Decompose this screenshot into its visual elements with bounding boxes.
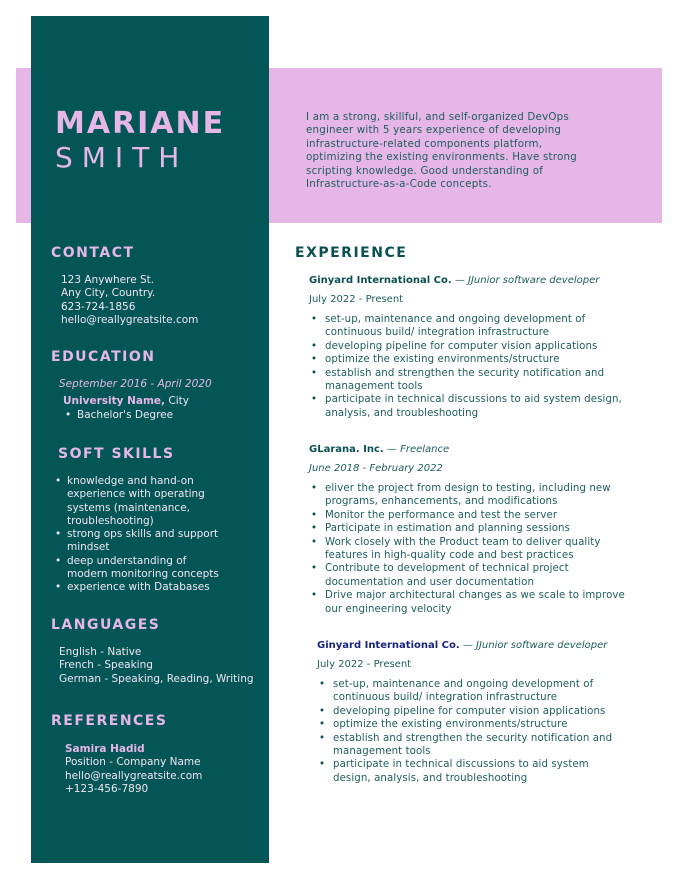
job-company: Ginyard International Co.: [309, 275, 452, 286]
education-degree: • Bachelor's Degree: [63, 409, 259, 422]
experience-entry: [317, 640, 627, 785]
language-item: French - Speaking: [59, 659, 153, 672]
education-city: City: [165, 395, 189, 408]
soft-skills-list: [53, 475, 223, 595]
job-bullets: [317, 678, 627, 785]
job-role: JJunior software developer: [476, 640, 608, 651]
job-bullets: [309, 313, 629, 420]
job-dates: July 2022 - Present: [317, 659, 412, 670]
soft-skill-item: • deep understanding of modern monitoring concepts: [53, 555, 223, 582]
job-bullet: • developing pipeline for computer vision applications: [317, 705, 627, 718]
job-company: GLarana. Inc.: [309, 444, 384, 455]
job-bullet: • Participate in estimation and planning sessions: [309, 522, 629, 535]
job-dates: July 2022 - Present: [309, 294, 404, 305]
job-bullet: • Drive major architectural changes as we scale to improve our engineering velocity: [309, 589, 629, 616]
job-title-line: [309, 275, 629, 286]
soft-skill-item: • experience with Databases: [53, 581, 223, 594]
soft-skill-item: • knowledge and hand-on experience with operating systems (maintenance, troubleshooting): [53, 475, 223, 528]
reference-details: [65, 743, 202, 796]
job-bullet: • developing pipeline for computer vision applications: [309, 340, 629, 353]
contact-heading: CONTACT: [51, 245, 135, 261]
contact-email: hello@reallygreatsite.com: [61, 313, 199, 326]
job-title-line: [317, 640, 627, 651]
job-bullet: • participate in technical discussions to aid system design, analysis, and troubleshooting: [309, 393, 629, 420]
experience-entry: [309, 444, 629, 616]
job-bullet: • set-up, maintenance and ongoing development of continuous build/ integration infrastructure: [317, 678, 627, 705]
job-company: Ginyard International Co.: [317, 640, 460, 651]
job-bullet: • participate in technical discussions to aid system design, analysis, and troubleshooting: [317, 758, 627, 785]
reference-email: hello@reallygreatsite.com: [65, 769, 203, 782]
last-name: SMITH: [55, 141, 189, 174]
languages-heading: LANGUAGES: [51, 617, 161, 633]
languages-list: [59, 646, 264, 686]
job-separator: —: [459, 640, 477, 651]
job-separator: —: [451, 275, 469, 286]
education-school-line: [59, 395, 259, 408]
education-details: [59, 378, 259, 422]
job-bullets: [309, 482, 629, 616]
soft-skills-heading: SOFT SKILLS: [58, 446, 175, 462]
job-bullet: • Monitor the performance and test the server: [309, 509, 629, 522]
job-bullet: • optimize the existing environments/structure: [309, 353, 629, 366]
job-role: JJunior software developer: [468, 275, 600, 286]
language-item: English - Native: [59, 646, 142, 658]
job-bullet: • Work closely with the Product team to deliver quality features in high-quality code and best practices: [309, 536, 629, 563]
experience-entry: [309, 275, 629, 420]
job-separator: —: [383, 444, 401, 455]
references-heading: REFERENCES: [51, 713, 168, 729]
job-dates: June 2018 - February 2022: [309, 463, 443, 474]
reference-name: Samira Hadid: [65, 743, 145, 755]
job-bullet: • establish and strengthen the security notification and management tools: [309, 367, 629, 394]
contact-details: [61, 274, 198, 327]
job-bullet: • eliver the project from design to testing, including new programs, enhancements, and modifications: [309, 482, 629, 509]
first-name: MARIANE: [55, 106, 226, 141]
reference-phone: +123-456-7890: [65, 782, 149, 795]
job-bullet: • set-up, maintenance and ongoing development of continuous build/ integration infrastructure: [309, 313, 629, 340]
language-item: German - Speaking, Reading, Writing: [59, 672, 254, 685]
job-bullet: • Contribute to development of technical project documentation and user documentation: [309, 562, 629, 589]
soft-skill-item: • strong ops skills and support mindset: [53, 528, 223, 555]
job-role: Freelance: [400, 444, 450, 455]
experience-heading: EXPERIENCE: [295, 245, 408, 261]
job-bullet: • optimize the existing environments/structure: [317, 718, 627, 731]
job-bullet: • establish and strengthen the security notification and management tools: [317, 732, 627, 759]
profile-summary: I am a strong, skillful, and self-organized DevOps engineer with 5 years experience of developing infrastructure-related components platform, optimizing the existing environments. Have strong scripting knowledge. Good understanding of Infrastructure-as-a-Code concepts.: [306, 111, 577, 191]
contact-address-line2: Any City, Country.: [61, 287, 156, 300]
job-title-line: [309, 444, 629, 455]
education-school: University Name,: [63, 395, 166, 408]
contact-phone: 623-724-1856: [61, 300, 136, 313]
candidate-name: [55, 108, 225, 174]
education-dates: September 2016 - April 2020: [59, 378, 212, 390]
reference-position: Position - Company Name: [65, 756, 201, 769]
education-heading: EDUCATION: [51, 349, 156, 365]
contact-address-line1: 123 Anywhere St.: [61, 274, 155, 286]
